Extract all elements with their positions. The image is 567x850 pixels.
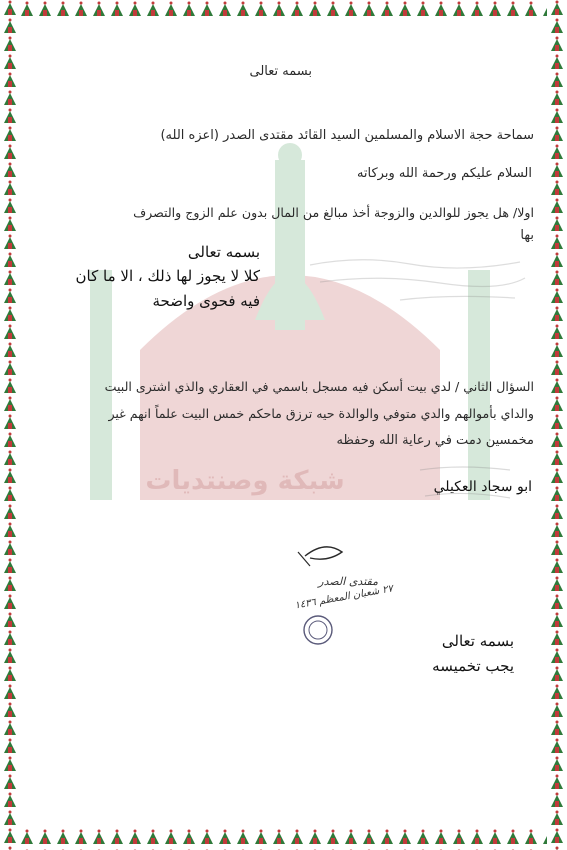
signature-name: مقتدى الصدر <box>318 575 378 588</box>
answer-1-line-1: كلا لا يجوز لها ذلك ، الا ما كان <box>75 267 260 285</box>
answer-2-line-1: يجب تخميسه <box>432 657 514 675</box>
question-2-line-2: والداي بأموالهم والدي متوفي والوالدة حيه ترزق ماحكم خمس البيت علماً انهم غير <box>108 406 534 421</box>
question-1-line-2: بها <box>520 228 534 243</box>
faint-stamp-ghost <box>300 250 530 310</box>
signature-date: ٢٧ شعبان المعظم ١٤٣٦ <box>294 583 395 612</box>
question-1-line-1: اولا/ هل يجوز للوالدين والزوجة أخذ مبالغ من المال بدون علم الزوج والتصرف <box>133 205 534 220</box>
letter-header: بسمه تعالى <box>249 64 312 79</box>
decorative-border-right <box>547 0 567 850</box>
letter-greeting: السلام عليكم ورحمة الله وبركاته <box>356 166 532 181</box>
watermark-text: شبكة وصنتديات <box>145 466 345 496</box>
decorative-border-left <box>0 0 20 850</box>
decorative-border-top <box>0 0 567 20</box>
answer-1-line-2: فيه فحوى واضحة <box>152 292 260 310</box>
answer-2-header: بسمه تعالى <box>441 632 514 650</box>
question-2-line-3: مخمسين دمت في رعاية الله وحفظه <box>336 433 534 448</box>
question-2-line-1: السؤال الثاني / لدي بيت أسكن فيه مسجل باسمي في العقاري والذي اشترى البيت <box>104 379 534 394</box>
answer-1-header: بسمه تعالى <box>187 243 260 261</box>
sender-name: ابو سجاد العكيلي <box>433 479 532 495</box>
letter-address: سماحة حجة الاسلام والمسلمين السيد القائد مقتدى الصدر (اعزه الله) <box>160 128 534 143</box>
faint-signature-ghost <box>410 460 520 510</box>
signature-stamp <box>250 538 400 648</box>
decorative-border-bottom <box>0 828 567 850</box>
